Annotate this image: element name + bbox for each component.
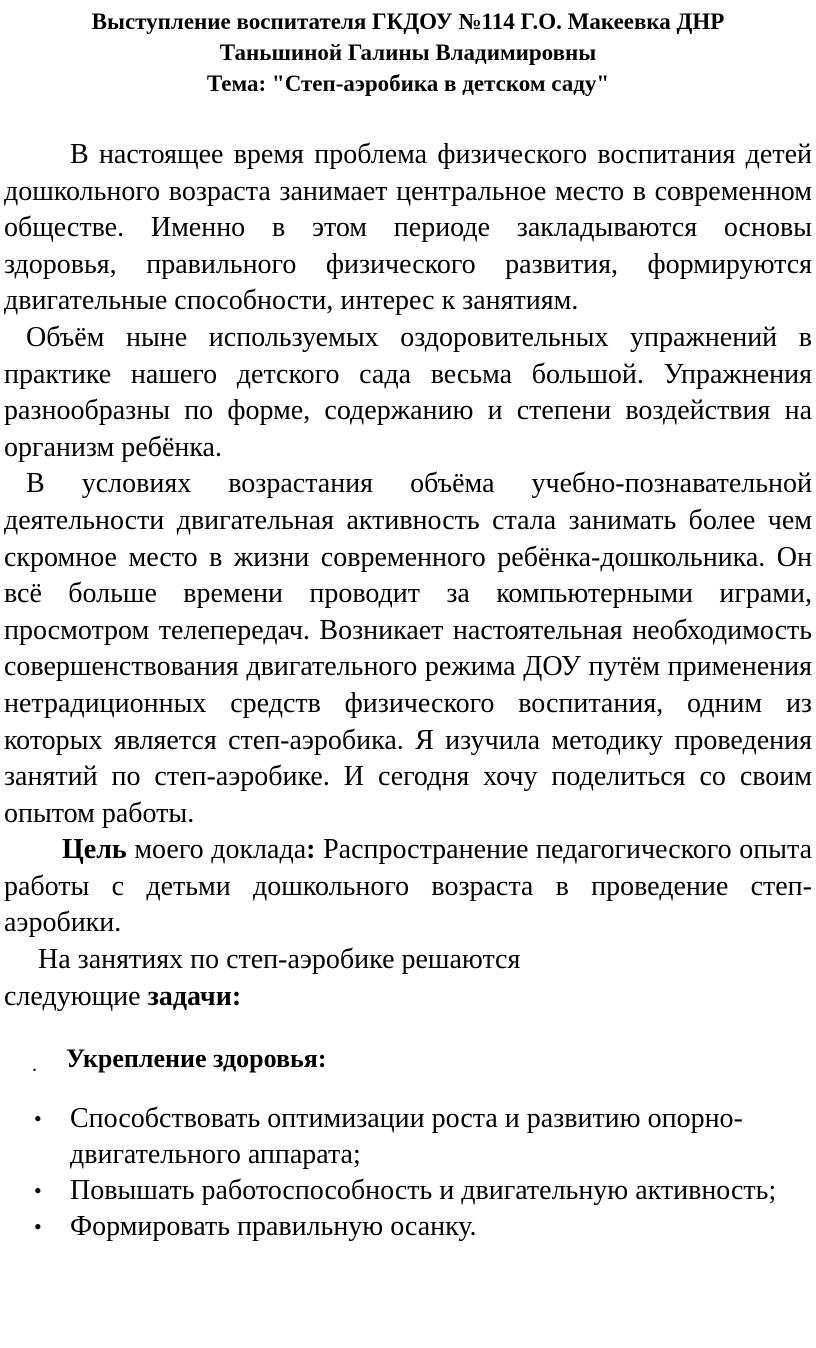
header-line-author-org: Выступление воспитателя ГКДОУ №114 Г.О. Макеевка ДНР bbox=[91, 9, 725, 34]
bullet-icon: • bbox=[34, 1178, 42, 1204]
paragraph-tasks-intro bbox=[4, 942, 812, 1015]
list-item-text: Способствовать оптимизации роста и развитию опорно-двигательного аппарата; bbox=[70, 1103, 743, 1171]
tasks-label: задачи: bbox=[147, 980, 242, 1012]
goal-mid-text: моего доклада bbox=[126, 834, 307, 866]
section-marker: . bbox=[32, 1054, 37, 1077]
bullet-icon: • bbox=[34, 1106, 42, 1132]
list-item bbox=[4, 1209, 812, 1245]
paragraph-goal bbox=[4, 832, 812, 942]
goal-text: Распространение педагогического опыта работы с детьми дошкольного возраста в проведение степ-аэробики. bbox=[4, 834, 812, 939]
task-list bbox=[4, 1101, 812, 1245]
bullet-icon: • bbox=[34, 1214, 42, 1240]
section-title: Укрепление здоровья: bbox=[66, 1044, 327, 1074]
goal-label: Цель bbox=[62, 834, 127, 866]
document-body bbox=[4, 137, 812, 1245]
goal-colon: : bbox=[306, 834, 316, 866]
list-item-text: Повышать работоспособность и двигательную активность; bbox=[70, 1175, 777, 1207]
header-line-topic: Тема: "Степ-аэробика в детском саду" bbox=[206, 71, 610, 96]
tasks-intro-line1: На занятиях по степ-аэробике решаются bbox=[38, 944, 521, 976]
list-item bbox=[4, 1173, 812, 1209]
section-heading-health bbox=[4, 1041, 812, 1081]
list-item bbox=[4, 1101, 812, 1173]
document-header bbox=[4, 6, 812, 99]
header-line-author-name: Таньшиной Галины Владимировны bbox=[219, 40, 597, 65]
tasks-intro-line2 bbox=[0, 979, 241, 1016]
list-item-text: Формировать правильную осанку. bbox=[70, 1211, 477, 1243]
tasks-intro-line2-text: следующие bbox=[4, 980, 148, 1012]
paragraph-exercises: Объём ныне используемых оздоровительных упражнений в практике нашего детского сада весьма большой. Упражнения разнообразны по форме, содержанию и степени воздействия на организм ребёнка. bbox=[4, 321, 812, 463]
paragraph-motor-activity: В условиях возрастания объёма учебно-познавательной деятельности двигательная активность стала занимать более чем скромное место в жизни современного ребёнка-дошкольника. Он всё больше времени проводит за компьютерными играми, просмотром телепередач. Возникает настоятельная необходимость совершенствования двигательного режима ДОУ путём применения нетрадиционных средств физического воспитания, одним из которых является степ-аэробика. Я изучила методику проведения занятий по степ-аэробике. И сегодня хочу поделиться со своим опытом работы. bbox=[4, 468, 812, 829]
paragraph-intro: В настоящее время проблема физического воспитания детей дошкольного возраста занимает центральное место в современном обществе. Именно в этом периоде закладываются основы здоровья, правильного физического развития, формируются двигательные способности, интерес к занятиям. bbox=[4, 139, 812, 317]
